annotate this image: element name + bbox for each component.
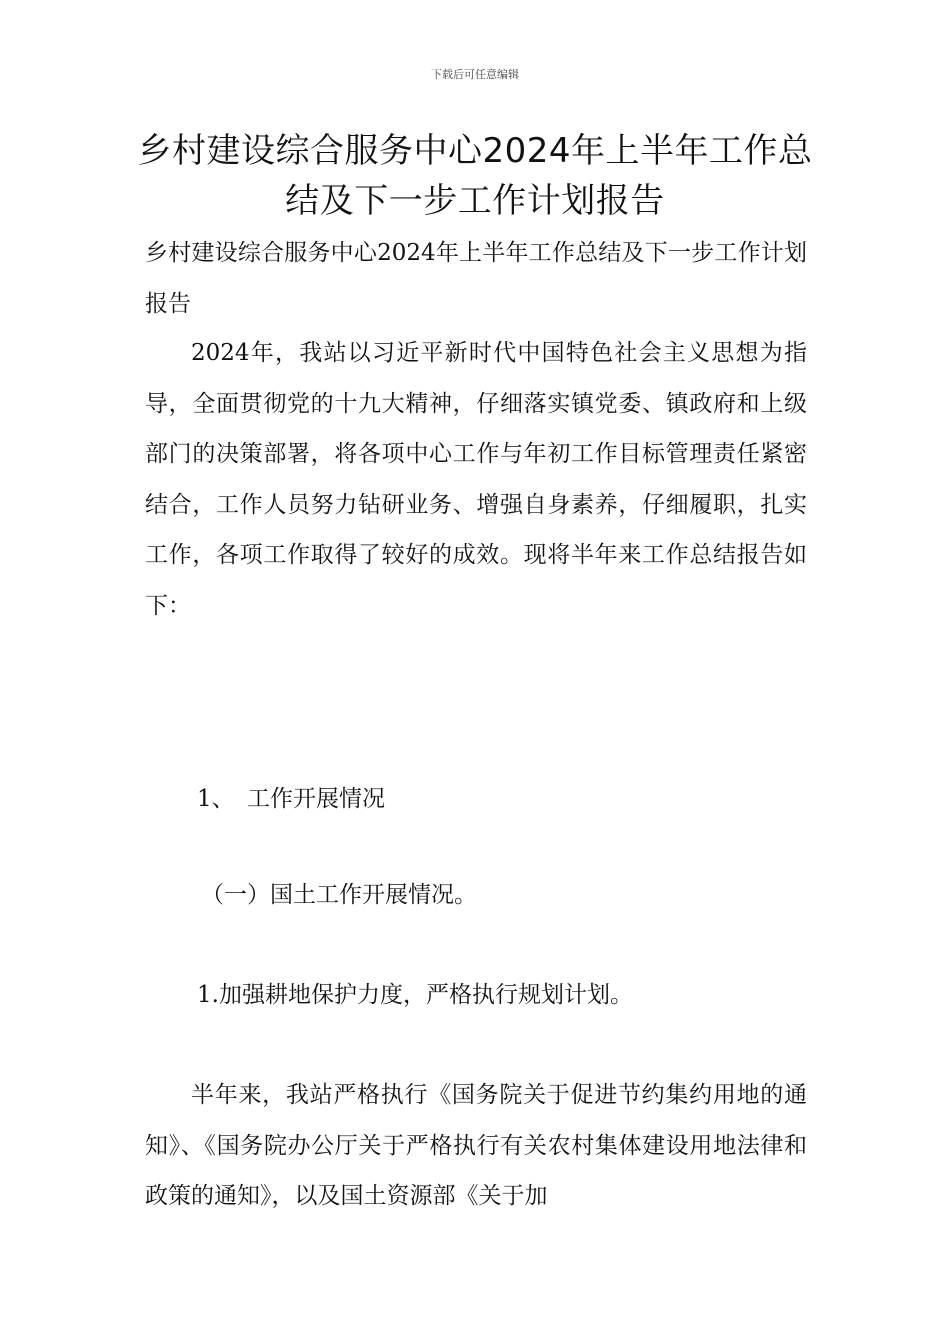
subsection-heading: （一）国土工作开展情况。	[201, 882, 477, 908]
document-title: 乡村建设综合服务中心2024年上半年工作总结及下一步工作计划报告	[137, 131, 813, 221]
section-heading	[145, 774, 807, 825]
section-label: 工作开展情况	[247, 786, 385, 812]
body-paragraph: 半年来，我站严格执行《国务院关于促进节约集约用地的通知》、《国务院办公厅关于严格执行有关农村集体建设用地法律和政策的通知》，以及国土资源部《关于加	[145, 1082, 807, 1210]
header-note: 下载后可任意编辑	[431, 68, 519, 81]
section-number: 1、	[197, 786, 235, 812]
intro-paragraph: 2024年，我站以习近平新时代中国特色社会主义思想为指导，全面贯彻党的十九大精神，仔细落实镇党委、镇政府和上级部门的决策部署，将各项中心工作与年初工作目标管理责任紧密结合，工作人员努力钻研业务、增强自身素养，仔细履职，扎实工作，各项工作取得了较好的成效。现将半年来工作总结报告如下：	[145, 340, 807, 619]
item-heading: 1.加强耕地保护力度，严格执行规划计划。	[197, 982, 633, 1008]
document-subtitle: 乡村建设综合服务中心2024年上半年工作总结及下一步工作计划报告	[145, 240, 807, 317]
